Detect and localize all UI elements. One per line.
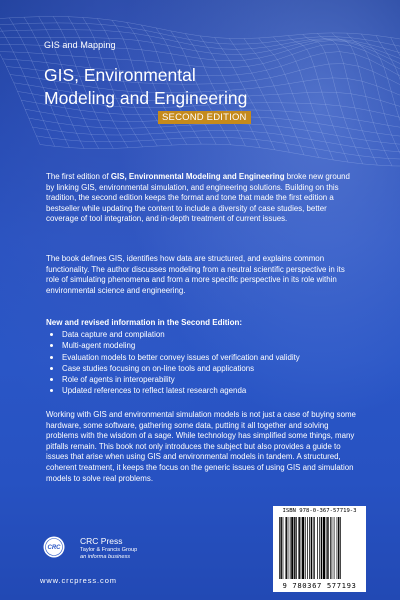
- features-heading: New and revised information in the Second Edition:: [46, 318, 243, 327]
- barcode-bar: [307, 517, 308, 579]
- barcode-bar: [283, 517, 284, 579]
- barcode-bar: [323, 517, 325, 579]
- barcode-bars: [277, 517, 362, 579]
- barcode-bar: [301, 517, 302, 579]
- barcode-bar: [290, 517, 291, 579]
- book-title: [44, 64, 247, 110]
- feature-item: Case studies focusing on on-line tools and applications: [46, 363, 358, 374]
- barcode-bar: [340, 517, 341, 579]
- publisher-business: an informa business: [80, 554, 131, 560]
- barcode-bar: [296, 517, 297, 579]
- barcode-bar: [338, 517, 339, 579]
- title-line-1: GIS, Environmental: [44, 65, 196, 85]
- barcode-bar: [330, 517, 331, 579]
- barcode-bar: [280, 517, 281, 579]
- description-paragraph-1: [46, 172, 358, 225]
- barcode-bar: [309, 517, 310, 579]
- crc-logo-icon: [43, 536, 65, 558]
- feature-item: Role of agents in interoperability: [46, 374, 358, 385]
- barcode-bar: [334, 517, 335, 579]
- features-list: [46, 329, 358, 396]
- mesh-line: [361, 34, 400, 166]
- edition-badge: SECOND EDITION: [158, 111, 251, 124]
- title-line-2: Modeling and Engineering: [44, 88, 248, 108]
- mesh-line: [244, 39, 304, 155]
- features-section: [46, 317, 358, 396]
- publisher-url[interactable]: www.crcpress.com: [40, 576, 117, 585]
- p1-text-start: The first edition of: [46, 172, 111, 181]
- barcode-bar: [332, 517, 333, 579]
- barcode-bar: [319, 517, 320, 579]
- p1-text-end: broke new ground by linking GIS, environmental simulation, and engineering solutions. Building on this tradition, the second edition keeps the format and tone that made the first edition a bestseller while updating the content to include a diversity of case studies, better coverage of tool integration, and in-depth treatment of current issues.: [46, 172, 350, 224]
- series-name: GIS and Mapping: [44, 40, 116, 50]
- barcode-bar: [321, 517, 322, 579]
- publisher-name: CRC Press: [80, 536, 123, 546]
- barcode-bar: [294, 517, 295, 579]
- crc-logo-text: CRC: [47, 545, 61, 552]
- mesh-line: [317, 33, 377, 165]
- barcode-bar: [314, 517, 315, 579]
- barcode-bar: [279, 517, 280, 579]
- feature-item: Updated references to reflect latest research agenda: [46, 385, 358, 396]
- barcode-bar: [305, 517, 306, 579]
- description-paragraph-2: The book defines GIS, identifies how data are structured, and explains common functionality. The author discusses modeling from a neutral scientific perspective in its role of simulating phenomena and from a more specific perspective in its role within environmental science and engineering.: [46, 254, 345, 295]
- barcode-bar: [285, 517, 286, 579]
- barcode-number: 9 780367 577193: [282, 581, 357, 590]
- mesh-line: [273, 37, 333, 160]
- barcode-bar: [302, 517, 304, 579]
- mesh-line: [40, 144, 400, 166]
- barcode-bar: [337, 517, 338, 579]
- isbn-barcode: [273, 506, 366, 592]
- barcode-bar: [317, 517, 318, 579]
- barcode-bar: [313, 517, 314, 579]
- p1-book-title: GIS, Environmental Modeling and Engineering: [110, 172, 285, 181]
- barcode-bar: [288, 517, 289, 579]
- mesh-line: [0, 20, 40, 145]
- feature-item: Multi-agent modeling: [46, 340, 358, 351]
- barcode-bar: [326, 517, 327, 579]
- feature-item: Evaluation models to better convey issues of verification and validity: [46, 352, 358, 363]
- publisher-group: Taylor & Francis Group: [80, 547, 138, 553]
- isbn-label: ISBN 978-0-367-57719-3: [282, 508, 357, 514]
- barcode-bar: [311, 517, 312, 579]
- feature-item: Data capture and compilation: [46, 329, 358, 340]
- barcode-bar: [298, 517, 299, 579]
- mesh-line: [0, 17, 400, 43]
- description-paragraph-3: Working with GIS and environmental simulation models is not just a case of buying some hardware, some software, gathering some data, putting it all together and solving problems with the wisdom of a sage. While technology has simplified some things, many pitfalls remain. This book not only introduces the subject but also provides a guide to issues that arise when using GIS and environmental models in tandem. A structured, coherent treatment, it keeps the focus on the generic issues of using GIS and simulation models to solve real problems.: [46, 410, 356, 483]
- publisher-block: [40, 533, 190, 593]
- barcode-bar: [327, 517, 328, 579]
- barcode-bar: [291, 517, 293, 579]
